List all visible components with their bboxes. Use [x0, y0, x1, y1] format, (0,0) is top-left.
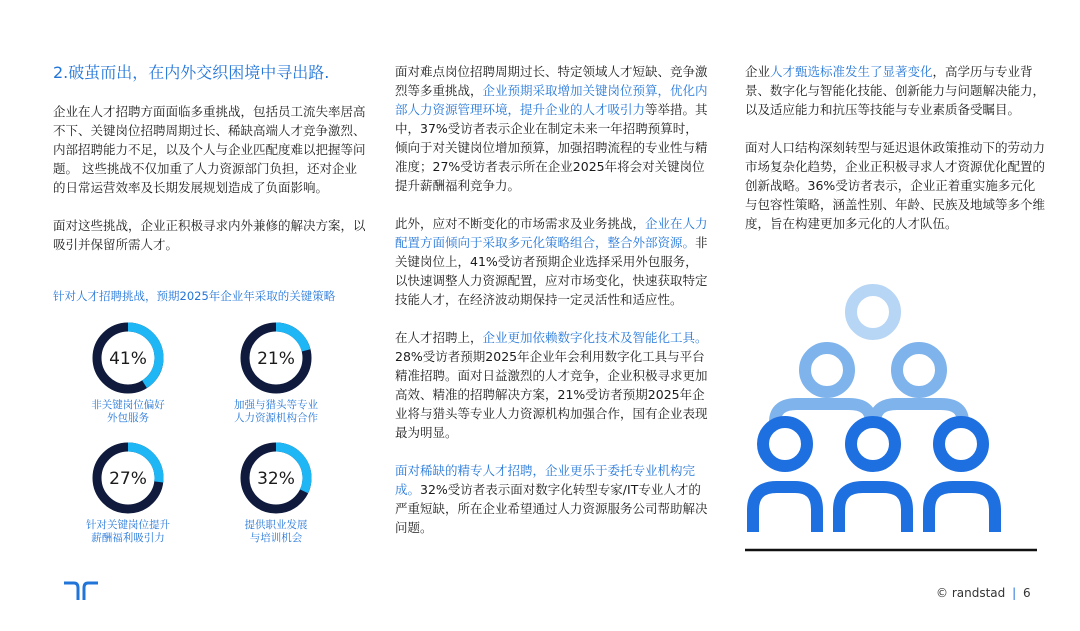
label-line: 人力资源机构合作 — [234, 412, 318, 424]
person-head-icon — [897, 348, 941, 392]
section-title: 2.破茧而出，在内外交织困境中寻出路. — [53, 63, 330, 82]
donut-item — [234, 320, 318, 425]
person-head-icon — [939, 422, 983, 466]
person-head-icon — [851, 422, 895, 466]
label-line: 非关键岗位偏好 — [91, 399, 165, 411]
label-line: 提供职业发展 — [244, 519, 308, 531]
chart-title: 针对人才招聘挑战，预期2025年企业年采取的关键策略 — [53, 289, 336, 303]
donut-percent-label: 32% — [257, 469, 295, 489]
donut-percent-label: 27% — [109, 469, 147, 489]
person-body-icon — [929, 487, 995, 532]
donut-item — [238, 440, 314, 545]
column-2 — [395, 62, 710, 556]
highlight-text: 面对稀缺的精专人才招聘，企业更乐于委托专业机构完成。 — [395, 463, 696, 497]
donut-chart — [238, 440, 314, 516]
person-head-icon — [763, 422, 807, 466]
paragraph — [745, 62, 1045, 119]
label-line: 薪酬福利吸引力 — [91, 532, 165, 544]
paragraph — [395, 214, 710, 309]
text-run: 此外，应对不断变化的市场需求及业务挑战， — [395, 216, 646, 231]
person-head-icon — [851, 290, 895, 334]
text-run: 28%受访者预期2025年企业年会利用数字化工具与平台精准招聘。面对日益激烈的人才竞争，企业积极寻求更加高效、精准的招聘解决方案，21%受访者预期2025年企业将与猎头等专业人力资源机构加强合作，国有企业表现最为明显。 — [395, 349, 708, 440]
text-run: 面对难点岗位招聘周期过长、特定领域人才短缺、竞争激烈等多重挑战， — [395, 64, 708, 98]
footer-separator: | — [1012, 586, 1017, 600]
paragraph — [395, 328, 710, 442]
page-number: 6 — [1022, 586, 1031, 600]
paragraph: 企业在人才招聘方面面临多重挑战，包括员工流失率居高不下、关键岗位招聘周期过长、稀缺高端人才竞争激烈、内部招聘能力不足，以及个人与企业匹配度难以把握等问题。 这些挑战不仅加重了人力资源部门负担，还对企业的日常运营效率及长期发展规划造成了负面影响。 — [53, 104, 366, 195]
donut-chart — [90, 320, 166, 396]
paragraph: 面对这些挑战，企业正积极寻求内外兼修的解决方案，以吸引并保留所需人才。 — [53, 218, 366, 252]
text-run: 企业 — [745, 64, 771, 79]
person-body-icon — [839, 487, 907, 532]
person-body-icon — [753, 487, 817, 532]
label-line: 针对关键岗位提升 — [86, 519, 170, 531]
column-3 — [745, 62, 1045, 252]
donut-chart — [90, 440, 166, 516]
donut-category-label — [63, 519, 193, 545]
donut-category-label — [63, 399, 193, 425]
text-run: 32%受访者表示面对数字化转型专家/IT专业人才的严重短缺，所在企业希望通过人力资源服务公司帮助解决问题。 — [395, 482, 708, 535]
donut-item — [90, 320, 166, 425]
text-run: 在人才招聘上， — [395, 330, 483, 345]
highlight-text: 企业更加依赖数字化技术及智能化工具。 — [482, 330, 708, 345]
brand-name: © randstad — [936, 586, 1006, 600]
paragraph: 面对人口结构深刻转型与延迟退休政策推动下的劳动力市场复杂化趋势，企业正积极寻求人才资源优化配置的创新战略。36%受访者表示，企业正着重实施多元化与包容性策略，涵盖性别、年龄、民族及地域等多个维度，旨在构建更加多元化的人才队伍。 — [745, 140, 1046, 231]
footer — [936, 586, 1031, 600]
paragraph — [395, 62, 710, 195]
column-1 — [53, 62, 368, 273]
donut-percent-label: 41% — [109, 349, 147, 369]
label-line: 加强与猎头等专业 — [234, 399, 318, 411]
text-run: ，高学历与专业背景、数字化与智能化技能、创新能力与问题解决能力，以及适应能力和抗压等技能与专业素质备受瞩目。 — [745, 64, 1046, 117]
highlight-text: 企业在人力配置方面倾向于采取多元化策略组合，整合外部资源。 — [395, 216, 708, 250]
donut-category-label — [211, 399, 341, 425]
label-line: 外包服务 — [107, 412, 149, 424]
randstad-logo-icon — [62, 580, 100, 602]
donut-item — [86, 440, 170, 545]
donut-category-label — [211, 519, 341, 545]
people-pyramid-icon — [745, 282, 1045, 557]
label-line: 与培训机会 — [249, 532, 303, 544]
text-run: 等举措。其中，37%受访者表示企业在制定未来一年招聘预算时，倾向于对关键岗位增加预算，加强招聘流程的专业性与精准度；27%受访者表示所在企业2025年将会对关键岗位提升薪酬福利竞争力。 — [395, 102, 708, 193]
person-head-icon — [805, 348, 849, 392]
text-run: 非关键岗位上，41%受访者预期企业选择采用外包服务，以快速调整人力资源配置，应对市场变化，快速获取特定技能人才，在经济波动期保持一定灵活性和适应性。 — [395, 235, 708, 307]
highlight-text: 人才甄选标准发生了显著变化 — [770, 64, 933, 79]
highlight-text: 企业预期采取增加关键岗位预算，优化内部人力资源管理环境，提升企业的人才吸引力 — [395, 83, 708, 117]
donut-chart — [238, 320, 314, 396]
paragraph — [395, 461, 710, 537]
donut-percent-label: 21% — [257, 349, 295, 369]
